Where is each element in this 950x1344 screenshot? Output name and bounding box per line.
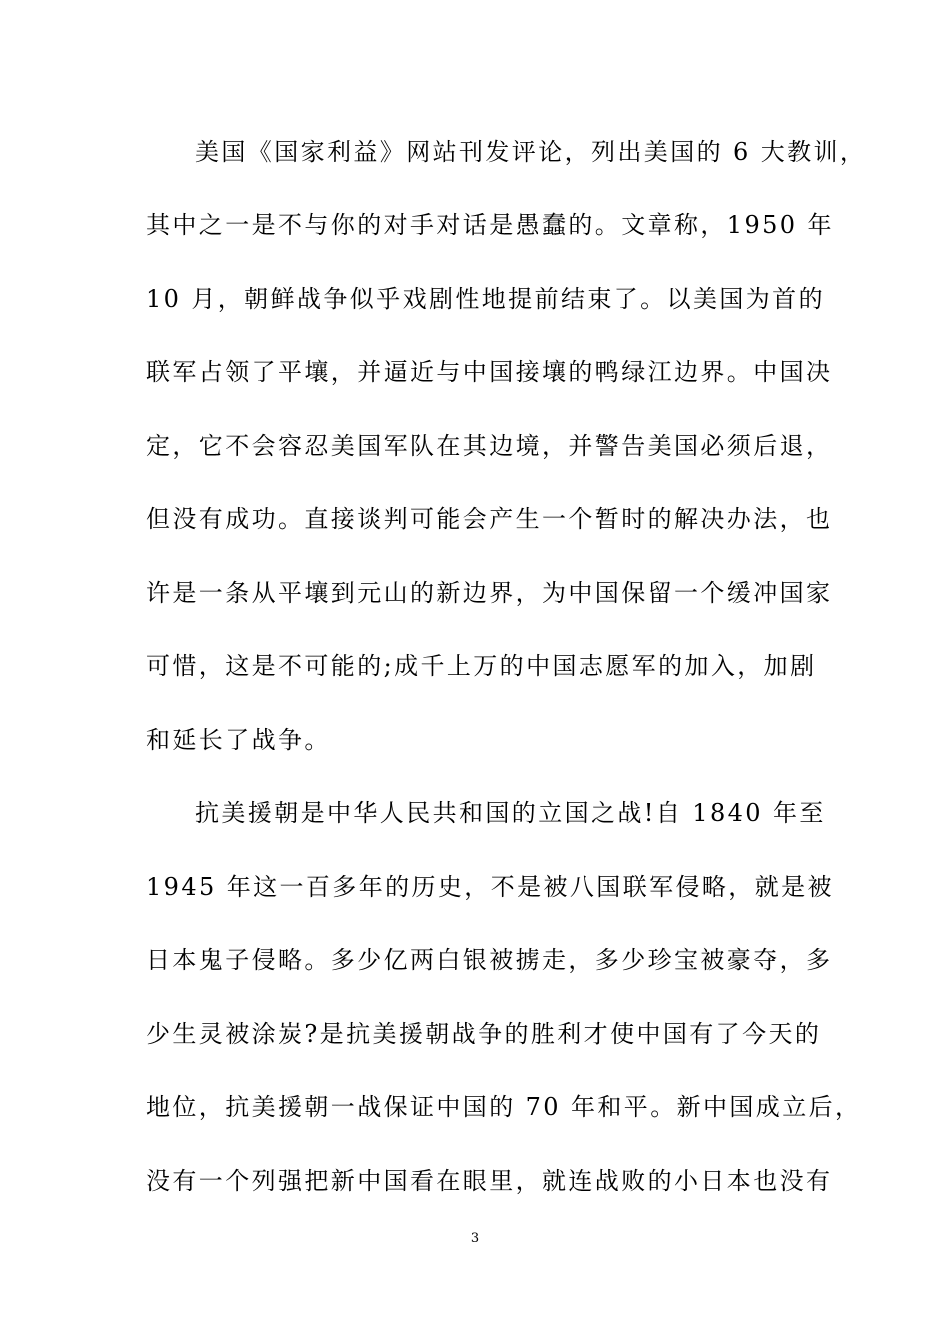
page-number: 3 [470, 1231, 480, 1246]
text-line: 但没有成功。直接谈判可能会产生一个暂时的解决办法，也 [146, 505, 833, 533]
text-line: 和延长了战争。 [146, 726, 331, 754]
text-line: 美国《国家利益》网站刊发评论，列出美国的 6 大教训， [195, 138, 867, 166]
text-line: 1945 年这一百多年的历史，不是被八国联军侵略，就是被 [146, 873, 834, 901]
text-line: 抗美援朝是中华人民共和国的立国之战!自 1840 年至 [195, 799, 826, 827]
text-line: 少生灵被涂炭?是抗美援朝战争的胜利才使中国有了今天的 [146, 1020, 822, 1048]
text-line: 联军占领了平壤，并逼近与中国接壤的鸭绿江边界。中国决 [146, 358, 833, 386]
text-line: 定，它不会容忍美国军队在其边境，并警告美国必须后退， [146, 432, 833, 460]
text-line: 地位，抗美援朝一战保证中国的 70 年和平。新中国成立后， [146, 1093, 862, 1121]
text-line: 10 月，朝鲜战争似乎戏剧性地提前结束了。以美国为首的 [146, 285, 825, 313]
text-line: 许是一条从平壤到元山的新边界，为中国保留一个缓冲国家 [146, 579, 833, 607]
text-line: 日本鬼子侵略。多少亿两白银被掳走，多少珍宝被豪夺，多 [146, 946, 833, 974]
text-line: 没有一个列强把新中国看在眼里，就连战败的小日本也没有 [146, 1167, 833, 1195]
text-line: 其中之一是不与你的对手对话是愚蠢的。文章称，1950 年 [146, 211, 834, 239]
text-line: 可惜，这是不可能的;成千上万的中国志愿军的加入，加剧 [146, 652, 817, 680]
